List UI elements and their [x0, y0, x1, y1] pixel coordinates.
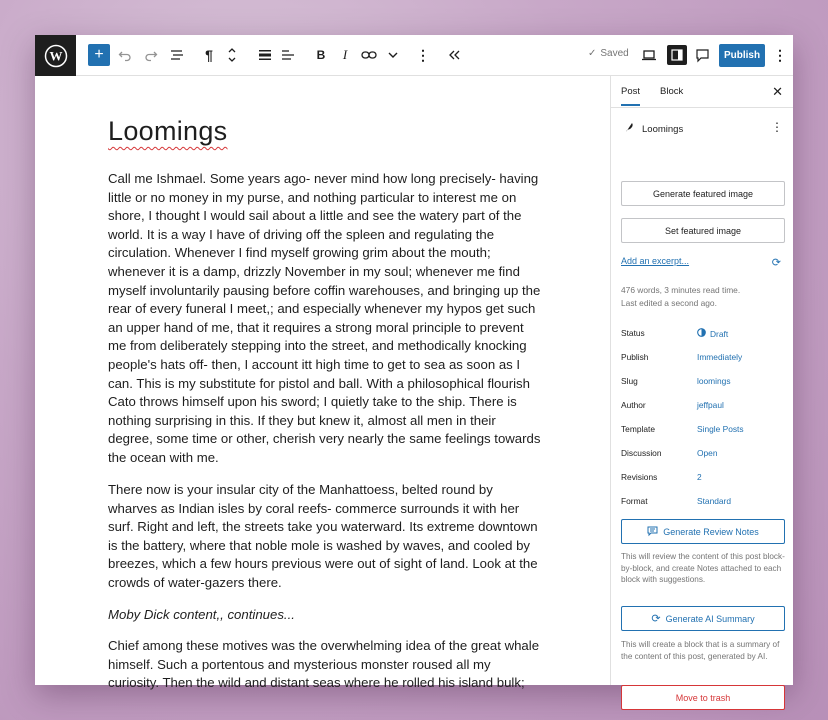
generate-featured-image-button[interactable]: Generate featured image — [621, 181, 785, 206]
kebab-icon[interactable]: ⋮ — [771, 120, 783, 134]
post-summary-row — [624, 122, 784, 136]
field-value[interactable]: Draft — [710, 328, 729, 339]
field-value[interactable]: Immediately — [697, 352, 743, 362]
field-label: Revisions — [621, 472, 658, 482]
field-value[interactable]: Single Posts — [697, 424, 744, 434]
link-icon[interactable] — [360, 44, 378, 66]
field-revisions — [621, 472, 786, 486]
ai-summary-label: Generate AI Summary — [665, 613, 755, 624]
notes-icon — [647, 526, 658, 538]
sidebar-tabs — [611, 76, 793, 108]
review-notes-label: Generate Review Notes — [663, 526, 759, 537]
tab-post[interactable]: Post — [621, 86, 640, 106]
field-label: Status — [621, 328, 645, 338]
move-arrows-icon[interactable] — [225, 44, 239, 66]
editor-canvas[interactable] — [35, 76, 610, 691]
align-icon[interactable] — [257, 44, 273, 66]
redo-icon[interactable] — [143, 44, 159, 66]
check-icon: ✓ — [588, 48, 597, 59]
post-meta-info — [621, 284, 786, 310]
field-slug — [621, 376, 786, 390]
paragraph-block[interactable]: Moby Dick content,, continues... — [108, 607, 295, 622]
summary-icon: ⟳ — [651, 613, 661, 625]
field-label: Template — [621, 424, 655, 434]
field-value[interactable]: 2 — [697, 472, 702, 482]
saved-label: Saved — [600, 48, 629, 59]
feather-icon — [624, 122, 634, 136]
field-value[interactable]: loomings — [697, 376, 731, 386]
editor-window — [35, 35, 793, 703]
wordpress-logo-icon[interactable] — [35, 35, 76, 76]
editor-toolbar — [35, 35, 793, 76]
field-label: Publish — [621, 352, 649, 362]
field-template — [621, 424, 786, 438]
publish-button[interactable]: Publish — [719, 44, 765, 67]
sidebar-toggle-icon[interactable] — [667, 45, 687, 65]
bold-icon[interactable]: B — [316, 48, 326, 62]
status-value[interactable] — [697, 328, 728, 339]
field-label: Format — [621, 496, 648, 506]
post-title[interactable]: Loomings — [108, 116, 228, 146]
set-featured-image-button[interactable]: Set featured image — [621, 218, 785, 243]
saved-indicator — [588, 48, 629, 59]
paragraph-block[interactable]: There now is your insular city of the Manhattoess, belted round by wharves as Indian isles by coral reefs- commerce surrounds it with her surf. Right and left, the streets take you waterward. Its extreme downtown is the battery, where that noble mole is washed by waves, and cooled by breezes, which a few hours previous were out of sight of land. Look at the crowds of water-gazers there. — [108, 482, 538, 590]
ai-summary-help: This will create a block that is a summary of the content of this post, generated by AI. — [621, 640, 780, 661]
plus-icon[interactable]: + — [88, 44, 110, 66]
undo-icon[interactable] — [117, 44, 133, 66]
comment-icon[interactable] — [694, 44, 710, 66]
sync-icon[interactable]: ⟳ — [771, 257, 781, 269]
field-value[interactable]: jeffpaul — [697, 400, 724, 410]
review-notes-help: This will review the content of this post block-by-block, and create Notes attached to each block with suggestions. — [621, 552, 785, 585]
field-status — [621, 328, 786, 342]
more-options-icon[interactable]: ⋮ — [416, 46, 430, 63]
chevron-down-icon[interactable] — [386, 44, 400, 66]
move-to-trash-button[interactable]: Move to trash — [621, 685, 785, 710]
generate-review-notes-button[interactable] — [621, 519, 785, 544]
paragraph-icon[interactable]: ¶ — [205, 47, 213, 63]
field-label: Discussion — [621, 448, 662, 458]
field-label: Slug — [621, 376, 638, 386]
tab-block[interactable]: Block — [660, 86, 684, 97]
draft-status-icon — [697, 328, 706, 339]
collapse-icon[interactable] — [447, 44, 463, 66]
field-discussion — [621, 448, 786, 462]
svg-text:W: W — [49, 48, 62, 63]
field-author — [621, 400, 786, 414]
list-view-icon[interactable] — [169, 44, 185, 66]
paragraph-block[interactable]: Chief among these motives was the overwhelming idea of the great whale himself. Such a portentous and mysterious monster roused all my curiosity. Then the wild and distant seas where he rolled his island bulk; — [108, 638, 540, 691]
field-label: Author — [621, 400, 646, 410]
close-icon[interactable]: ✕ — [772, 84, 783, 99]
settings-kebab-icon[interactable]: ⋮ — [773, 46, 787, 63]
justify-icon[interactable] — [280, 44, 296, 66]
paragraph-block[interactable]: Call me Ishmael. Some years ago- never mind how long precisely- having little or no money in my purse, and nothing particular to interest me on shore, I thought I would sail about a little and see the watery part of the world. It is a way I have of driving off the spleen and regulating the circulation. Whenever I find myself growing grim about the mouth; whenever it is a damp, drizzly November in my soul; whenever me find myself involuntarily pausing before coffin warehouses, and bringing up the rear of every funeral I meet,; and especially whenever my hypos get such an upper hand of me, that it requires a strong moral principle to prevent me from deliberately stepping into the street, and methodically knocking people's hats off- then, I account itt high time to get to sea as soon as I can. This is my substitute for pistol and ball. With a philosophical flourish Cato throws himself upon his sword; I quietly take to the ship. There is nothing surprising in this. If they but knew it, almost all men in their degree, some time or other, cherish very nearly the same feelings towards the ocean with me. — [108, 171, 541, 465]
desktop-preview-icon[interactable] — [641, 44, 657, 66]
field-publish — [621, 352, 786, 366]
field-value[interactable]: Open — [697, 448, 718, 458]
last-edited-text: Last edited a second ago. — [621, 298, 717, 308]
generate-ai-summary-button[interactable] — [621, 606, 785, 631]
settings-sidebar — [610, 76, 793, 703]
post-label: Loomings — [642, 123, 684, 135]
field-value[interactable]: Standard — [697, 496, 731, 506]
word-count-text: 476 words, 3 minutes read time. — [621, 285, 741, 295]
add-excerpt-link[interactable]: Add an excerpt... — [621, 256, 690, 266]
field-format — [621, 496, 786, 510]
italic-icon[interactable]: I — [342, 47, 348, 62]
